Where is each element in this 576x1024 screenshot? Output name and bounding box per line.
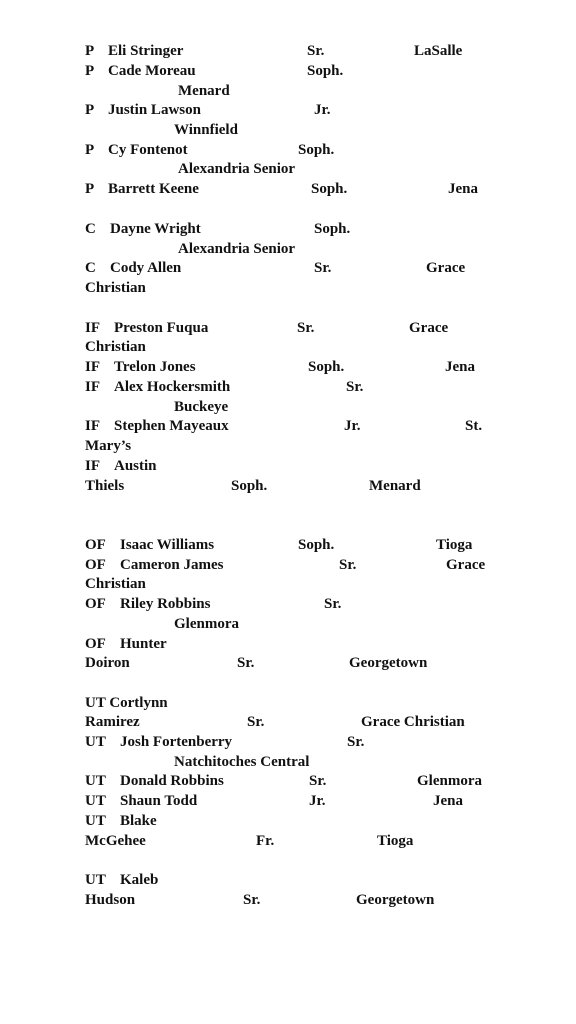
player-class: Sr. bbox=[346, 379, 364, 395]
player-name-continued: Doiron bbox=[85, 655, 130, 671]
player-class: Soph. bbox=[298, 142, 335, 158]
player-name: Donald Robbins bbox=[120, 773, 224, 789]
player-name: Barrett Keene bbox=[108, 181, 199, 197]
position-and-player-name: UT Cortlynn bbox=[85, 695, 168, 711]
player-school: Jena bbox=[433, 793, 463, 809]
player-class: Sr. bbox=[307, 43, 325, 59]
position-label: OF bbox=[85, 596, 106, 612]
player-school: Glenmora bbox=[417, 773, 482, 789]
player-class: Jr. bbox=[314, 102, 331, 118]
player-school: Natchitoches Central bbox=[174, 754, 310, 770]
position-label: IF bbox=[85, 379, 100, 395]
player-school: St. bbox=[465, 418, 483, 434]
position-label: P bbox=[85, 142, 95, 158]
player-class: Sr. bbox=[324, 596, 342, 612]
player-name: Blake bbox=[120, 813, 157, 829]
player-school: Winnfield bbox=[174, 122, 238, 138]
player-name: Cody Allen bbox=[110, 260, 182, 276]
position-label: IF bbox=[85, 320, 100, 336]
position-label: UT bbox=[85, 793, 106, 809]
player-class: Sr. bbox=[339, 557, 357, 573]
player-name: Josh Fortenberry bbox=[120, 734, 233, 750]
position-label: UT bbox=[85, 872, 106, 888]
player-school: Alexandria Senior bbox=[178, 241, 296, 257]
player-class: Soph. bbox=[231, 478, 268, 494]
position-label: OF bbox=[85, 537, 106, 553]
position-label: P bbox=[85, 63, 95, 79]
player-name: Austin bbox=[114, 458, 157, 474]
player-class: Soph. bbox=[298, 537, 335, 553]
player-class: Soph. bbox=[314, 221, 351, 237]
player-name: Eli Stringer bbox=[108, 43, 184, 59]
player-school: Jena bbox=[445, 359, 475, 375]
player-name: Alex Hockersmith bbox=[114, 379, 231, 395]
position-label: C bbox=[85, 260, 96, 276]
player-school: Menard bbox=[369, 478, 421, 494]
position-label: C bbox=[85, 221, 96, 237]
player-class: Sr. bbox=[347, 734, 365, 750]
player-class: Soph. bbox=[308, 359, 345, 375]
player-school: Glenmora bbox=[174, 616, 239, 632]
player-school: Buckeye bbox=[174, 399, 229, 415]
player-school: Tioga bbox=[377, 833, 414, 849]
player-class: Sr. bbox=[297, 320, 315, 336]
player-name: Kaleb bbox=[120, 872, 159, 888]
player-school: Georgetown bbox=[349, 655, 428, 671]
player-name-continued: Thiels bbox=[85, 478, 125, 494]
player-class: Sr. bbox=[243, 892, 261, 908]
player-name: Hunter bbox=[120, 636, 167, 652]
player-school: Alexandria Senior bbox=[178, 161, 296, 177]
position-label: IF bbox=[85, 418, 100, 434]
player-school-continued: Christian bbox=[85, 576, 146, 592]
player-school: Jena bbox=[448, 181, 478, 197]
player-name: Stephen Mayeaux bbox=[114, 418, 229, 434]
player-class: Sr. bbox=[314, 260, 332, 276]
player-name: Preston Fuqua bbox=[114, 320, 209, 336]
player-school: Menard bbox=[178, 83, 230, 99]
player-school-continued: Mary’s bbox=[85, 438, 132, 454]
player-school-continued: Christian bbox=[85, 280, 146, 296]
position-label: P bbox=[85, 43, 95, 59]
position-label: UT bbox=[85, 773, 106, 789]
player-school: LaSalle bbox=[414, 43, 463, 59]
player-name: Dayne Wright bbox=[110, 221, 201, 237]
position-label: UT bbox=[85, 813, 106, 829]
player-class: Sr. bbox=[247, 714, 265, 730]
position-label: IF bbox=[85, 458, 100, 474]
player-class: Fr. bbox=[256, 833, 275, 849]
player-school: Grace Christian bbox=[361, 714, 465, 730]
player-school: Georgetown bbox=[356, 892, 435, 908]
player-class: Sr. bbox=[309, 773, 327, 789]
player-name: Cameron James bbox=[120, 557, 224, 573]
position-label: OF bbox=[85, 557, 106, 573]
player-school: Grace bbox=[446, 557, 486, 573]
player-class: Sr. bbox=[237, 655, 255, 671]
player-class: Soph. bbox=[307, 63, 344, 79]
player-name-continued: McGehee bbox=[85, 833, 146, 849]
position-label: P bbox=[85, 102, 95, 118]
position-label: IF bbox=[85, 359, 100, 375]
player-name-continued: Ramirez bbox=[85, 714, 140, 730]
player-class: Soph. bbox=[311, 181, 348, 197]
player-class: Jr. bbox=[309, 793, 326, 809]
player-name: Cade Moreau bbox=[108, 63, 196, 79]
player-name: Shaun Todd bbox=[120, 793, 198, 809]
player-school: Grace bbox=[409, 320, 449, 336]
position-label: OF bbox=[85, 636, 106, 652]
player-school: Tioga bbox=[436, 537, 473, 553]
position-label: P bbox=[85, 181, 95, 197]
player-name: Riley Robbins bbox=[120, 596, 211, 612]
player-name-continued: Hudson bbox=[85, 892, 136, 908]
player-school: Grace bbox=[426, 260, 466, 276]
position-label: UT bbox=[85, 734, 106, 750]
player-school-continued: Christian bbox=[85, 339, 146, 355]
player-name: Justin Lawson bbox=[108, 102, 201, 118]
player-name: Isaac Williams bbox=[120, 537, 215, 553]
player-name: Cy Fontenot bbox=[108, 142, 188, 158]
player-name: Trelon Jones bbox=[114, 359, 196, 375]
player-class: Jr. bbox=[344, 418, 361, 434]
